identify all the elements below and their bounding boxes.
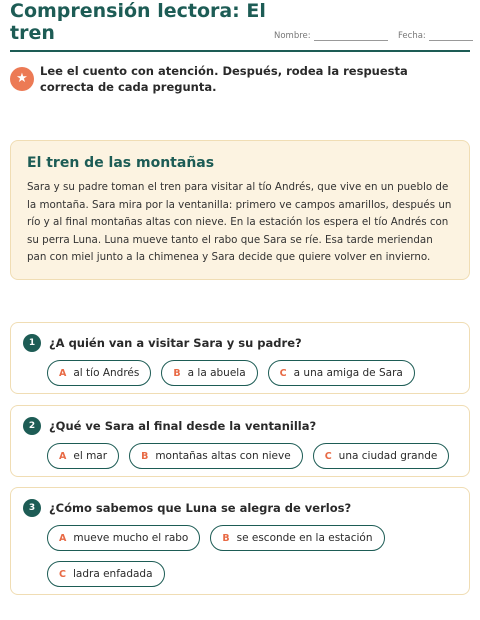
option-text: montañas altas con nieve bbox=[155, 450, 291, 462]
name-line[interactable] bbox=[314, 40, 388, 41]
answer-option-b[interactable] bbox=[210, 525, 384, 551]
option-letter: A bbox=[59, 532, 67, 544]
story-text: Sara y su padre toman el tren para visitar al tío Andrés, que vive en un pueblo de la montaña. Sara mira por la ventanilla: primero ve campos amarillos, después un río y al final montañas altas con nieve. En la estación los espera el tío Andrés con su perra Luna. Luna mueve tanto el rabo que Sara se ríe. Esa tarde meriendan pan con miel junto a la chimenea y Sara decide que quiere volver en invierno. bbox=[27, 181, 452, 263]
question-header bbox=[23, 498, 457, 518]
answer-option-a[interactable] bbox=[47, 525, 200, 551]
star-icon: ★ bbox=[10, 67, 34, 91]
option-letter: A bbox=[59, 450, 67, 462]
question-number-badge: 1 bbox=[23, 334, 41, 352]
answer-option-b[interactable] bbox=[161, 360, 257, 386]
question-text: ¿Qué ve Sara al final desde la ventanilla? bbox=[49, 419, 317, 433]
date-field[interactable] bbox=[398, 31, 473, 41]
answer-option-c[interactable] bbox=[313, 443, 450, 469]
option-text: una ciudad grande bbox=[338, 450, 438, 462]
answer-option-b[interactable] bbox=[129, 443, 303, 469]
option-text: se esconde en la estación bbox=[236, 532, 373, 544]
answer-option-a[interactable] bbox=[47, 443, 119, 469]
question-number-badge: 3 bbox=[23, 499, 41, 517]
question-text: ¿Cómo sabemos que Luna se alegra de verlos? bbox=[49, 501, 352, 515]
question-3 bbox=[10, 487, 470, 595]
date-line[interactable] bbox=[429, 40, 473, 41]
story-title: El tren de las montañas bbox=[27, 155, 215, 171]
question-2 bbox=[10, 405, 470, 477]
option-text: mueve mucho el rabo bbox=[73, 532, 189, 544]
question-1 bbox=[10, 322, 470, 394]
answer-options bbox=[23, 525, 457, 587]
option-text: al tío Andrés bbox=[73, 367, 140, 379]
option-letter: C bbox=[324, 450, 332, 462]
answer-option-a[interactable] bbox=[47, 360, 151, 386]
instructions bbox=[10, 63, 470, 103]
story-box bbox=[10, 140, 470, 280]
answer-option-c[interactable] bbox=[47, 561, 165, 587]
name-label: Nombre: bbox=[274, 31, 311, 41]
option-letter: C bbox=[279, 367, 287, 379]
option-text: el mar bbox=[73, 450, 108, 462]
worksheet-header bbox=[10, 0, 470, 52]
option-letter: A bbox=[59, 367, 67, 379]
answer-option-c[interactable] bbox=[268, 360, 415, 386]
name-field[interactable] bbox=[274, 31, 388, 41]
option-text: a una amiga de Sara bbox=[293, 367, 403, 379]
option-letter: B bbox=[141, 450, 149, 462]
page-title: Comprensión lectora: El tren bbox=[10, 0, 266, 44]
answer-options bbox=[23, 360, 457, 386]
date-label: Fecha: bbox=[398, 31, 426, 41]
option-letter: C bbox=[59, 568, 66, 580]
question-text: ¿A quién van a visitar Sara y su padre? bbox=[49, 336, 302, 350]
option-letter: B bbox=[173, 367, 181, 379]
question-header bbox=[23, 333, 457, 353]
option-text: ladra enfadada bbox=[72, 568, 153, 580]
question-number-badge: 2 bbox=[23, 417, 41, 435]
option-text: a la abuela bbox=[187, 367, 246, 379]
instructions-text: Lee el cuento con atención. Después, rodea la respuesta correcta de cada pregunta. bbox=[40, 64, 408, 94]
question-header bbox=[23, 416, 457, 436]
answer-options bbox=[23, 443, 457, 469]
option-letter: B bbox=[222, 532, 230, 544]
